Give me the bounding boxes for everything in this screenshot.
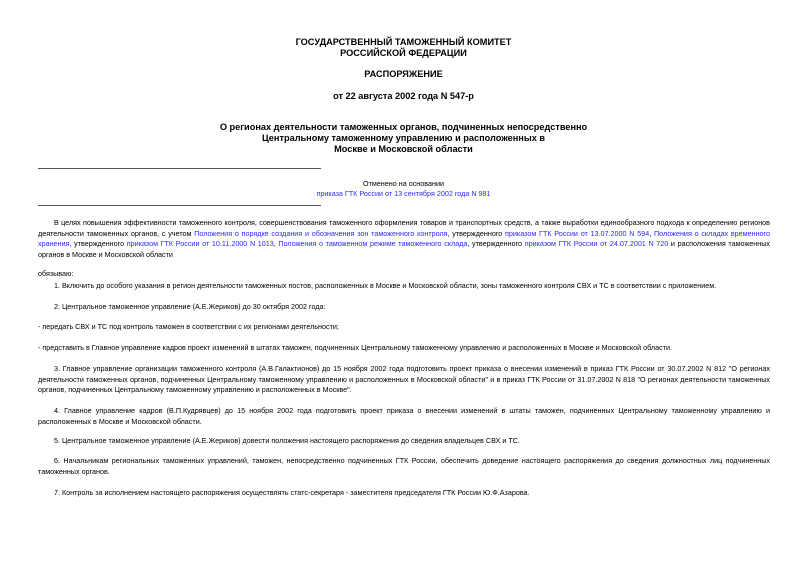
- document-title-line3: Москве и Московской области: [334, 144, 473, 154]
- preamble-text-6: , утвержденного: [467, 239, 525, 248]
- document-date-number: от 22 августа 2002 года N 547-р: [333, 91, 474, 101]
- order-link-594[interactable]: приказом ГТК России от 13.07.2000 N 594: [505, 228, 650, 238]
- order-link-720[interactable]: приказом ГТК России от 24.07.2001 N 720: [524, 239, 669, 248]
- status-note-link-row: [0, 189, 807, 199]
- item-3: 3. Главное управление организации таможенного контроля (А.В.Галактионов) до 15 ноября 2002 года подготовить проект приказа о внесении изменений в приказ ГТК России от 30.07.2002 N 812 "О регионах деятельности таможенных органов, подчиненных Центральному таможенному управлению и расположенных в Московской области" и в приказ ГТК России от 31.07.2002 N 818 "О регионах деятельности таможенных органов, подчиненных Центральному таможенному управлению и расположенных в Москве".: [38, 364, 770, 394]
- preamble-text-4: , утвержденного: [69, 239, 127, 248]
- divider-top: [38, 168, 321, 169]
- document-title-line1: О регионах деятельности таможенных органов, подчиненных непосредственно: [219, 122, 588, 132]
- status-note-text: Отменено на основании: [362, 179, 444, 188]
- item-6: 6. Начальникам региональных таможенных управлений, таможен, непосредственно подчиненных ГТК России, обеспечить доведение настоящего распоряжения до сведения должностных лиц подчиненных таможенных органов.: [38, 456, 770, 476]
- item-4: 4. Главное управление кадров (В.П.Кудрявцев) до 15 ноября 2002 года подготовить проект приказа о внесении изменений в штаты таможен, подчиненных Центральному таможенному управлению и расположенных в Москве и Московской области.: [38, 406, 770, 426]
- regulation-link-customs-warehouse[interactable]: Положения о таможенном режиме таможенного склада: [278, 239, 468, 248]
- document-title-line2: Центральному таможенному управлению и расположенных в: [261, 133, 546, 143]
- org-name-line1: ГОСУДАРСТВЕННЫЙ ТАМОЖЕННЫЙ КОМИТЕТ: [295, 37, 512, 47]
- regulation-link-temp-storage[interactable]: Положения о складах временного хранения: [38, 228, 770, 248]
- divider-bottom: [38, 205, 321, 206]
- item-2-sub-b: - представить в Главное управление кадров проект изменений в штатах таможен, подчиненных Центральному таможенному управлению и расположенных в Москве и Московской области.: [38, 343, 673, 352]
- org-name-line2: РОССИЙСКОЙ ФЕДЕРАЦИИ: [340, 48, 467, 58]
- preamble-text-1: В целях повышения эффективности таможенного контроля, совершенствования таможенного оформления товаров и транспортных средств, а также выработки единообразного подхода к определению регионов деятельности таможенных органов, с учетом: [38, 218, 770, 238]
- item-5: 5. Центральное таможенное управление (А.Е.Жериков) довести положения настоящего распоряжения до сведения владельцев СВХ и ТС.: [54, 436, 520, 445]
- obligate-line: обязываю:: [38, 269, 74, 278]
- regulation-link-control-zones[interactable]: Положения о порядке создания и обозначения зон таможенного контроля: [194, 228, 448, 238]
- item-2: 2. Центральное таможенное управление (А.Е.Жериков) до 30 октября 2002 года:: [54, 302, 326, 311]
- cancel-order-link[interactable]: приказа ГТК России от 13 сентября 2002 года N 981: [316, 189, 491, 198]
- document-type: РАСПОРЯЖЕНИЕ: [364, 69, 443, 79]
- preamble-text-5: ,: [273, 239, 279, 248]
- preamble-text-7: и расположения таможенных органов в Москве и Московской области: [38, 239, 770, 259]
- preamble-text-2: , утвержденного: [447, 228, 506, 238]
- item-2-sub-a: - передать СВХ и ТС под контроль таможен в соответствии с их регионами деятельности;: [38, 322, 339, 331]
- item-1: 1. Включить до особого указания в регион деятельности таможенных постов, расположенных в Москве и Московской области, зоны таможенного контроля СВХ и ТС в соответствии с приложением.: [54, 281, 717, 290]
- item-7: 7. Контроль за исполнением настоящего распоряжения осуществлять статс-секретаря - заместителя председателя ГТК России Ю.Ф.Азарова.: [54, 488, 530, 497]
- preamble-text-3: ,: [649, 228, 654, 238]
- order-link-1013[interactable]: приказом ГТК России от 10.11.2000 N 1013: [126, 239, 274, 248]
- preamble-paragraph: [38, 218, 770, 260]
